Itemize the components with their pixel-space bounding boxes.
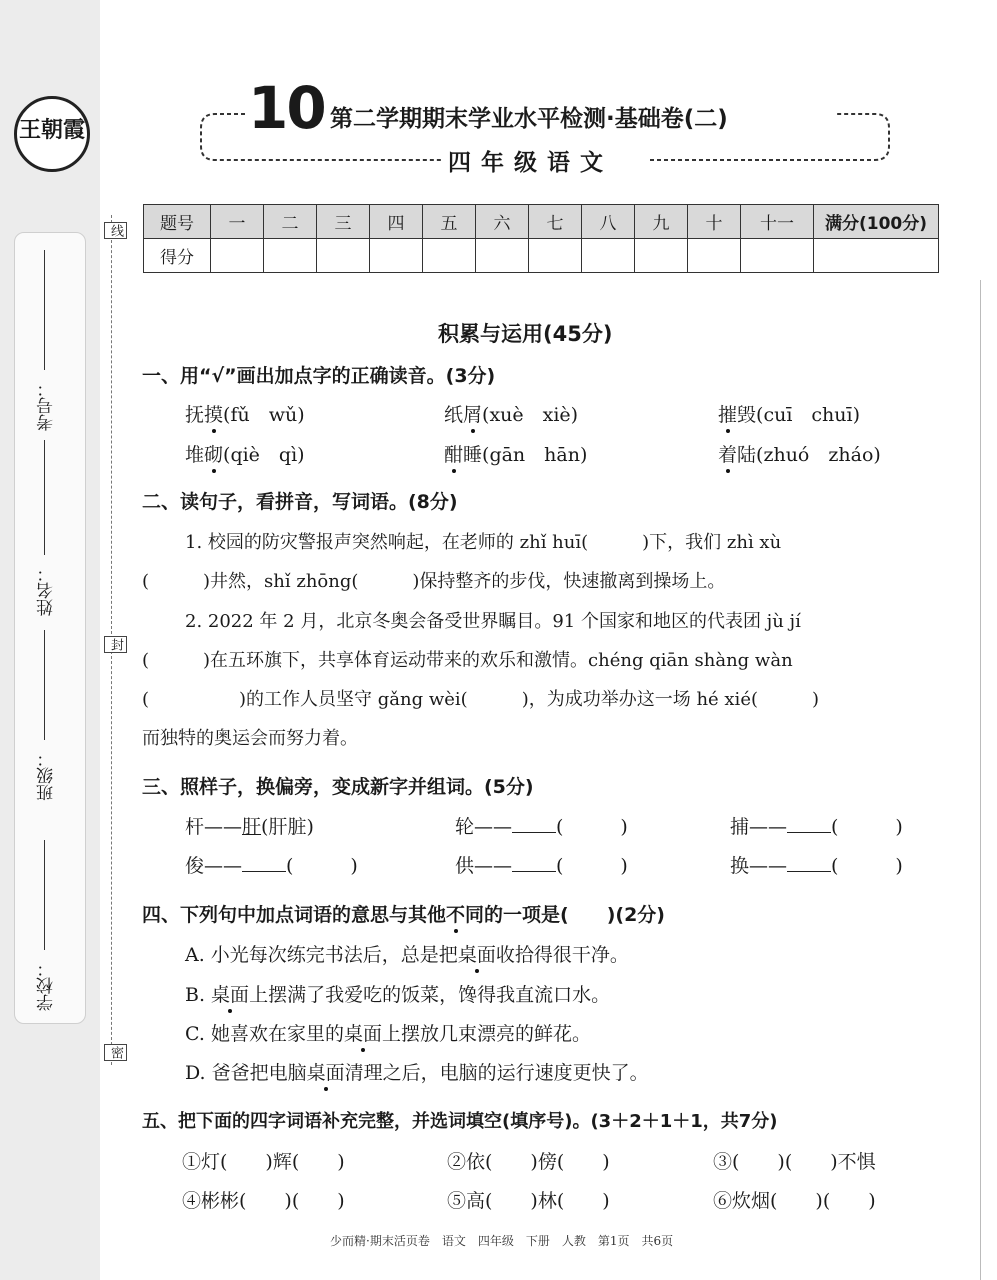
class-field-line[interactable] bbox=[44, 630, 45, 740]
q5-item: ⑥炊烟( )( ) bbox=[713, 1190, 876, 1212]
q5-title: 五、把下面的四字词语补充完整，并选词填空(填序号)。(3＋2＋1＋1，共7分) bbox=[142, 1111, 778, 1132]
q5-item: ①灯( )辉( ) bbox=[182, 1151, 345, 1173]
q4-option[interactable]: B. 桌面上摆满了我爱吃的饭菜，馋得我直流口水。 bbox=[185, 984, 611, 1006]
test-subtitle: 四年级语文 bbox=[448, 150, 613, 176]
q2-line: ( )在五环旗下，共享体育运动带来的欢乐和激情。chéng qiān shàng wàn bbox=[142, 650, 793, 671]
right-margin-line bbox=[980, 280, 981, 1280]
score-header-cell: 二 bbox=[264, 205, 317, 239]
exam-number-label: 考号： bbox=[37, 380, 57, 431]
cut-mark-seal: 封 bbox=[104, 636, 127, 653]
section-title: 积累与运用(45分) bbox=[438, 322, 613, 346]
score-cell[interactable] bbox=[741, 239, 814, 273]
q3-blank[interactable] bbox=[512, 814, 556, 833]
exam-number-field-line[interactable] bbox=[44, 250, 45, 370]
q3-title: 三、照样子，换偏旁，变成新字并组词。(5分) bbox=[142, 776, 534, 798]
q2-line: ( )的工作人员坚守 gǎng wèi( )，为成功举办这一场 hé xié( ) bbox=[142, 689, 820, 710]
q3-blank[interactable] bbox=[242, 853, 286, 872]
q5-item: ⑤高( )林( ) bbox=[447, 1190, 610, 1212]
q5-item: ④彬彬( )( ) bbox=[182, 1190, 345, 1212]
q3-blank[interactable] bbox=[787, 814, 831, 833]
score-table-header-row bbox=[144, 205, 939, 239]
score-cell[interactable] bbox=[529, 239, 582, 273]
q3-item: 捕—— ( ) bbox=[730, 816, 903, 838]
score-header-cell: 九 bbox=[635, 205, 688, 239]
q5-item: ②依( )傍( ) bbox=[447, 1151, 610, 1173]
cut-mark-secret: 密 bbox=[104, 1044, 127, 1061]
q1-item: 酣睡(gān hān) bbox=[444, 444, 588, 466]
score-header-cell: 四 bbox=[370, 205, 423, 239]
school-label: 学校： bbox=[37, 960, 57, 1011]
q2-line: 1. 校园的防灾警报声突然响起，在老师的 zhǐ huī( )下，我们 zhì xù bbox=[185, 532, 782, 553]
score-cell[interactable] bbox=[423, 239, 476, 273]
score-row-label: 得分 bbox=[144, 239, 211, 273]
test-title: 第二学期期末学业水平检测·基础卷(二) bbox=[330, 106, 728, 132]
q3-item: 俊—— ( ) bbox=[185, 855, 358, 877]
score-cell[interactable] bbox=[688, 239, 741, 273]
page-footer: 少而精·期末活页卷 语文 四年级 下册 人教 第1页 共6页 bbox=[330, 1234, 674, 1248]
name-label: 姓名： bbox=[37, 565, 57, 616]
publisher-logo-text: 王朝霞 bbox=[18, 117, 85, 143]
score-header-cell: 六 bbox=[476, 205, 529, 239]
q4-option[interactable]: D. 爸爸把电脑桌面清理之后，电脑的运行速度更快了。 bbox=[185, 1062, 649, 1084]
q3-blank[interactable] bbox=[787, 853, 831, 872]
q1-item: 纸屑(xuè xiè) bbox=[444, 404, 579, 426]
q1-title: 一、用“√”画出加点字的正确读音。(3分) bbox=[142, 365, 496, 387]
q2-title: 二、读句子，看拼音，写词语。(8分) bbox=[142, 491, 458, 513]
q4-title: 四、下列句中加点词语的意思与其他不同的一项是( )(2分) bbox=[142, 904, 665, 926]
score-cell[interactable] bbox=[814, 239, 939, 273]
score-header-cell: 十一 bbox=[741, 205, 814, 239]
score-cell[interactable] bbox=[211, 239, 264, 273]
score-cell[interactable] bbox=[370, 239, 423, 273]
q3-item: 换—— ( ) bbox=[730, 855, 903, 877]
score-cell[interactable] bbox=[476, 239, 529, 273]
q5-item: ③( )( )不惧 bbox=[713, 1151, 876, 1173]
score-header-cell: 满分(100分) bbox=[814, 205, 939, 239]
score-table bbox=[143, 204, 939, 273]
q3-example: 杆——肝(肝脏) bbox=[185, 816, 314, 838]
q2-line: ( )井然，shǐ zhōng( )保持整齐的步伐，快速撤离到操场上。 bbox=[142, 571, 726, 592]
school-field-line[interactable] bbox=[44, 840, 45, 950]
score-cell[interactable] bbox=[317, 239, 370, 273]
test-number: 10 bbox=[248, 74, 325, 142]
class-label: 班级： bbox=[37, 750, 57, 801]
cut-mark-line: 线 bbox=[104, 222, 127, 239]
q1-item: 抚摸(fǔ wǔ) bbox=[185, 404, 305, 426]
q1-item: 摧毁(cuī chuī) bbox=[718, 404, 861, 426]
q1-item: 着陆(zhuó zháo) bbox=[718, 444, 881, 466]
score-header-cell: 一 bbox=[211, 205, 264, 239]
q4-option[interactable]: A. 小光每次练完书法后，总是把桌面收拾得很干净。 bbox=[185, 944, 629, 966]
q1-item: 堆砌(qiè qì) bbox=[185, 444, 305, 466]
q3-blank[interactable] bbox=[512, 853, 556, 872]
score-header-cell: 三 bbox=[317, 205, 370, 239]
name-field-line[interactable] bbox=[44, 440, 45, 555]
q2-line: 而独特的奥运会而努力着。 bbox=[142, 728, 358, 749]
score-header-cell: 题号 bbox=[144, 205, 211, 239]
q3-item: 供—— ( ) bbox=[455, 855, 628, 877]
q3-item: 轮—— ( ) bbox=[455, 816, 628, 838]
score-cell[interactable] bbox=[264, 239, 317, 273]
q2-line: 2. 2022 年 2 月，北京冬奥会备受世界瞩目。91 个国家和地区的代表团 jù jí bbox=[185, 611, 801, 632]
score-header-cell: 五 bbox=[423, 205, 476, 239]
score-cell[interactable] bbox=[635, 239, 688, 273]
score-cell[interactable] bbox=[582, 239, 635, 273]
score-header-cell: 七 bbox=[529, 205, 582, 239]
score-table-score-row bbox=[144, 239, 939, 273]
score-header-cell: 十 bbox=[688, 205, 741, 239]
q4-option[interactable]: C. 她喜欢在家里的桌面上摆放几束漂亮的鲜花。 bbox=[185, 1023, 591, 1045]
score-header-cell: 八 bbox=[582, 205, 635, 239]
student-info-panel bbox=[14, 232, 86, 1024]
